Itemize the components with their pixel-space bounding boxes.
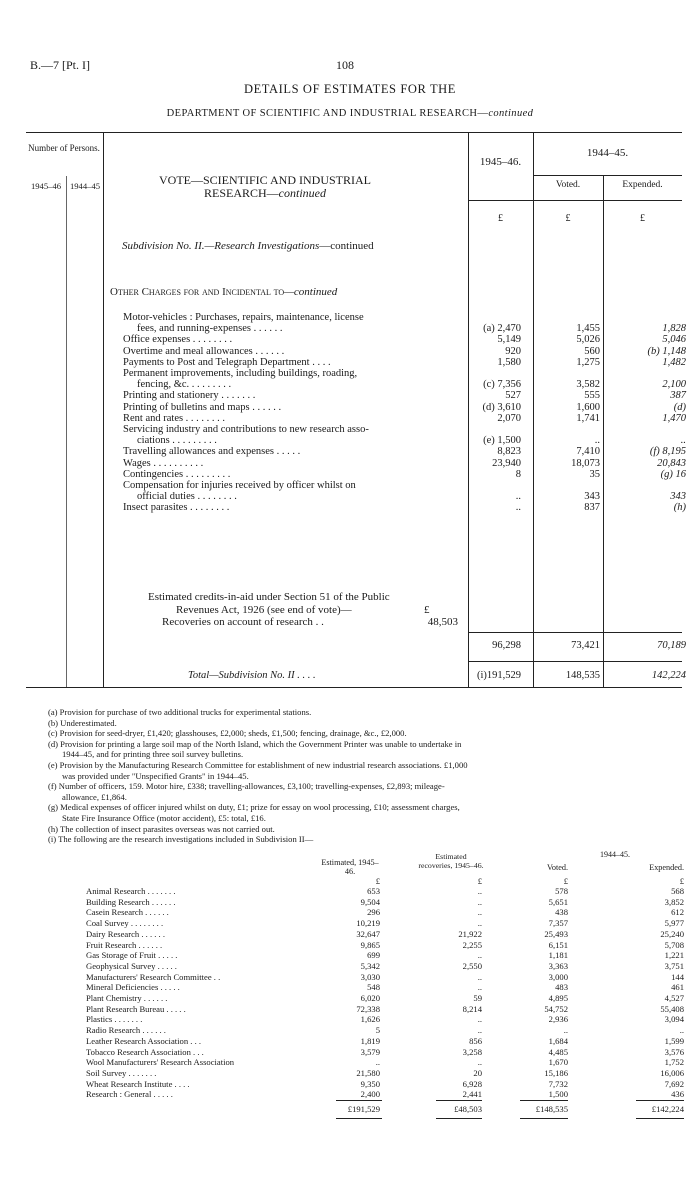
st-total-a: £191,529: [347, 1104, 380, 1114]
col-head-1944: 1944–45.: [586, 147, 629, 159]
footnote: State Fire Insurance Office (motor accident), £5: total, £16.: [62, 813, 266, 823]
item-value-1945: (d) 3,610: [482, 401, 521, 413]
item-row: [0, 480, 700, 491]
item-label: Motor-vehicles : Purchases, repairs, maintenance, license: [123, 312, 364, 323]
expended-value: ..: [679, 1025, 684, 1036]
item-value-voted: 1,275: [576, 356, 600, 368]
item-value-expended: (b) 1,148: [647, 345, 686, 357]
recoveries-value: 59: [473, 993, 482, 1003]
item-value-1945: 8,823: [497, 446, 521, 458]
item-row: [0, 334, 700, 345]
st-rule2-a: [336, 1118, 382, 1119]
estimated-value: 10,219: [356, 918, 380, 929]
research-name: Leather Research Association . . .: [86, 1035, 202, 1046]
item-label: Rent and rates . . . . . . . .: [123, 412, 226, 424]
sub-table-row: [0, 1057, 700, 1068]
voted-value: 5,651: [548, 896, 568, 907]
expended-value: 1,752: [664, 1057, 684, 1068]
item-row: [0, 491, 700, 502]
item-value-1945: 8: [515, 468, 521, 480]
footnote: (e) Provision by the Manufacturing Research Committee for establishment of new industrial research associations. £1,000: [48, 760, 468, 770]
research-name: Geophysical Survey . . . . .: [86, 960, 177, 971]
sub-table-row: [0, 1036, 700, 1047]
st-pound-c: £: [563, 876, 568, 886]
item-value-expended: 5,046: [662, 334, 686, 346]
footnote: (h) The collection of insect parasites overseas was not carried out.: [48, 823, 275, 834]
footnote: (b) Underestimated.: [48, 717, 117, 728]
expended-value: 1,599: [664, 1035, 684, 1046]
voted-value: 1,684: [548, 1035, 568, 1046]
footnote: was provided under "Unspecified Grants" in 1944–45.: [62, 770, 249, 781]
footnote: allowance, £1,864.: [62, 791, 127, 802]
expended-value: 5,977: [664, 918, 684, 929]
expended-value: 4,527: [664, 993, 684, 1003]
item-label: official duties . . . . . . . .: [137, 491, 237, 503]
item-value-expended: ..: [680, 435, 686, 447]
sub-table-row: [0, 961, 700, 972]
page-title: DETAILS OF ESTIMATES FOR THE: [243, 82, 457, 96]
item-label: fees, and running-expenses . . . . . .: [137, 323, 283, 335]
item-row: [0, 502, 700, 513]
credits-amount: 48,503: [427, 616, 458, 628]
research-name: Dairy Research . . . . . .: [86, 928, 165, 939]
estimated-value: 699: [367, 950, 380, 961]
sub-table-row: [0, 886, 700, 897]
research-name: Plant Chemistry . . . . . .: [86, 993, 168, 1003]
item-label: Servicing industry and contributions to new research asso-: [123, 424, 369, 435]
item-label: Payments to Post and Telegraph Department . . . .: [123, 356, 331, 368]
item-row: [0, 469, 700, 480]
footnote: (f) Number of officers, 159. Motor hire, £338; travelling-allowances, £3,100; travelling-expenses, £2,893; mileage-: [48, 781, 445, 792]
item-value-1945: 920: [505, 345, 521, 357]
subdivision-heading-main: Subdivision No. II.—Research Investigations: [122, 240, 320, 252]
item-label: Permanent improvements, including buildings, roading,: [123, 368, 358, 379]
item-value-expended: 1,482: [662, 356, 686, 368]
sub-table-row: [0, 897, 700, 908]
item-value-voted: 837: [584, 502, 600, 514]
item-label: Office expenses . . . . . . . .: [123, 334, 233, 346]
estimated-value: 653: [367, 886, 380, 896]
vote-title-line2-cont: continued: [278, 186, 326, 200]
page-ref: B.—7 [Pt. I]: [30, 58, 90, 72]
st-head-expended: Expended.: [649, 863, 684, 872]
research-name: Wool Manufacturers' Research Association: [86, 1057, 235, 1068]
subtotal-v2: 73,421: [571, 640, 600, 651]
item-value-1945: ..: [515, 491, 521, 503]
research-name: Tobacco Research Association . . .: [86, 1046, 204, 1057]
item-label: Printing of bulletins and maps . . . . . .: [123, 401, 282, 413]
bottom-rule: [26, 687, 682, 688]
st-pound-row: [0, 876, 700, 887]
research-name: Animal Research . . . . . . .: [86, 886, 176, 896]
pound-col1: £: [498, 213, 503, 224]
recoveries-value: 6,928: [462, 1078, 482, 1089]
item-row: [0, 368, 700, 379]
footnote: (c) Provision for seed-dryer, £1,420; glasshouses, £2,000; sheds, £1,500; fencing, drainage, &c., £2,000.: [48, 728, 407, 739]
st-head-estimated: Estimated, 1945–46.: [321, 858, 379, 876]
expended-value: 7,692: [664, 1078, 684, 1089]
item-value-expended: 1,828: [662, 323, 686, 335]
persons-col-b: 1944–45: [69, 181, 101, 191]
item-value-voted: 35: [589, 468, 600, 480]
credits-line1: Estimated credits-in-aid under Section 51 of the Public: [148, 591, 390, 603]
estimated-value: 2,400: [360, 1089, 380, 1100]
estimated-value: 548: [367, 982, 380, 993]
recoveries-value: ..: [477, 907, 482, 918]
footnote: (i) The following are the research investigations included in Subdivision II—: [48, 834, 314, 845]
estimated-value: 32,647: [356, 928, 380, 939]
subdivision-heading-cont: —continued: [319, 240, 374, 252]
sub-table-row: [0, 1025, 700, 1036]
item-row: [0, 402, 700, 413]
item-value-voted: 3,582: [576, 379, 600, 391]
item-value-expended: (d): [673, 401, 686, 413]
voted-value: 3,363: [548, 960, 568, 971]
voted-value: 1,181: [548, 950, 568, 961]
item-value-1945: (e) 1,500: [483, 435, 521, 447]
item-value-voted: 560: [584, 345, 600, 357]
recoveries-value: ..: [477, 896, 482, 907]
voted-value: 1,500: [548, 1089, 568, 1100]
estimated-value: 3,030: [360, 971, 380, 982]
item-row: [0, 312, 700, 323]
item-value-voted: 555: [584, 390, 600, 402]
sub-table-row: [0, 993, 700, 1004]
sub-table-row: [0, 907, 700, 918]
sub-table-row: [0, 972, 700, 983]
voted-value: 7,357: [548, 918, 568, 929]
st-total-c: £148,535: [535, 1104, 568, 1114]
subtotal-rule: [468, 632, 682, 633]
st-rule2-d: [636, 1118, 684, 1119]
subdivision-heading: [122, 240, 374, 252]
year-split-rule: [533, 175, 682, 176]
sub-table-row: [0, 1068, 700, 1079]
expended-value: 25,240: [660, 928, 684, 939]
item-value-1945: (a) 2,470: [483, 323, 521, 335]
expended-value: 436: [671, 1089, 684, 1100]
research-name: Casein Research . . . . . .: [86, 907, 169, 918]
item-value-voted: ..: [594, 435, 600, 447]
sub-table-row: [0, 1047, 700, 1058]
st-head-voted: Voted.: [547, 863, 568, 872]
sub-table-row: [0, 929, 700, 940]
col-head-1945: 1945–46.: [479, 156, 522, 168]
credits-line2-text: Revenues Act, 1926 (see end of vote)—: [176, 603, 352, 616]
item-value-expended: (g) 16: [660, 468, 686, 480]
voted-value: ..: [563, 1025, 568, 1036]
voted-value: 4,485: [548, 1046, 568, 1057]
recoveries-value: ..: [477, 950, 482, 961]
recoveries-value: 20: [473, 1067, 482, 1078]
recoveries-value: ..: [477, 1025, 482, 1036]
item-value-expended: (f) 8,195: [649, 446, 686, 458]
item-value-expended: 343: [670, 491, 686, 503]
estimated-value: 9,350: [360, 1078, 380, 1089]
subtotal-row: [0, 640, 700, 651]
estimated-value: 296: [367, 907, 380, 918]
item-value-expended: (h): [673, 502, 686, 514]
footnote: (g) Medical expenses of officer injured whilst on duty, £1; prize for essay on wool processing, £10; assessment charges,: [48, 802, 460, 813]
sub-table-row: [0, 1004, 700, 1015]
recoveries-value: 2,255: [462, 939, 482, 950]
voted-value: 4,895: [548, 993, 568, 1003]
research-name: Gas Storage of Fruit . . . . .: [86, 950, 178, 961]
item-value-expended: 20,843: [657, 457, 686, 469]
expended-value: 55,408: [660, 1003, 684, 1014]
item-row: [0, 446, 700, 457]
voted-value: 578: [555, 886, 568, 896]
other-charges-text: Other Charges for and Incidental to: [110, 286, 285, 298]
recoveries-value: 3,258: [462, 1046, 482, 1057]
item-value-1945: (c) 7,356: [483, 379, 521, 391]
st-pound-d: £: [679, 876, 684, 886]
page-number: 108: [336, 58, 354, 72]
item-value-expended: 1,470: [662, 412, 686, 424]
estimated-value: 3,579: [360, 1046, 380, 1057]
research-name: Manufacturers' Research Committee . .: [86, 971, 221, 982]
page-subtitle: [0, 108, 700, 119]
total-v2: 148,535: [565, 670, 600, 681]
expended-value: 5,708: [664, 939, 684, 950]
item-value-1945: 2,070: [497, 412, 521, 424]
other-charges-heading: [110, 286, 337, 298]
st-rule-b: [436, 1100, 482, 1101]
research-name: Wheat Research Institute . . . .: [86, 1078, 190, 1089]
item-row: [0, 357, 700, 368]
top-rule: [26, 132, 682, 133]
sub-table-row: [0, 1014, 700, 1025]
recoveries-value: 21,922: [458, 928, 482, 939]
expended-value: 568: [671, 886, 684, 896]
item-value-voted: 5,026: [576, 334, 600, 346]
subtotal-v3: 70,189: [657, 640, 686, 651]
st-total-d: £142,224: [651, 1104, 684, 1114]
subtitle-text: DEPARTMENT OF SCIENTIFIC AND INDUSTRIAL RESEARCH—: [166, 108, 489, 119]
footnote: (a) Provision for purchase of two additional trucks for experimental stations.: [48, 707, 312, 717]
item-value-1945: ..: [515, 502, 521, 514]
voted-value: 438: [555, 907, 568, 918]
voted-value: 7,732: [548, 1078, 568, 1089]
st-rule-d: [636, 1100, 684, 1101]
item-row: [0, 379, 700, 390]
estimated-value: 1,626: [360, 1014, 380, 1025]
st-rule-c: [520, 1100, 568, 1101]
footnote: 1944–45, and for printing three soil survey bulletins.: [62, 749, 244, 760]
vote-title-line2: [145, 187, 385, 200]
col-head-voted: Voted.: [555, 180, 581, 190]
item-value-voted: 1,455: [576, 323, 600, 335]
item-value-1945: 5,149: [497, 334, 521, 346]
recoveries-value: 8,214: [462, 1003, 482, 1014]
subtotal-v1: 96,298: [492, 640, 521, 651]
item-value-expended: 2,100: [662, 379, 686, 391]
estimated-value: 21,580: [356, 1067, 380, 1078]
total-row: [0, 670, 700, 681]
sub-table-row: [0, 1079, 700, 1090]
research-name: Soil Survey . . . . . . .: [86, 1067, 157, 1078]
st-total-row: [0, 1104, 700, 1115]
expended-value: 612: [671, 907, 684, 918]
credits-line3: [148, 616, 468, 629]
item-value-1945: 527: [505, 390, 521, 402]
expended-value: 144: [671, 971, 684, 982]
item-value-voted: 343: [584, 491, 600, 503]
recoveries-value: 856: [469, 1035, 482, 1046]
credits-block: [148, 591, 468, 629]
item-value-expended: 387: [670, 390, 686, 402]
item-label: Compensation for injuries received by officer whilst on: [123, 480, 356, 491]
item-label: Insect parasites . . . . . . . .: [123, 502, 230, 514]
item-label: Wages . . . . . . . . . .: [123, 457, 204, 469]
item-row: [0, 413, 700, 424]
item-label: Travelling allowances and expenses . . . . .: [123, 446, 301, 458]
expended-value: 3,094: [664, 1014, 684, 1025]
voted-value: 25,493: [544, 928, 568, 939]
expended-value: 461: [671, 982, 684, 993]
sub-table-row: [0, 918, 700, 929]
col-head-expended: Expended.: [622, 180, 663, 190]
expended-value: 3,751: [664, 960, 684, 971]
credits-line3-text: Recoveries on account of research . .: [162, 616, 324, 628]
st-head-year: 1944–45.: [600, 850, 630, 859]
recoveries-value: ..: [477, 982, 482, 993]
research-name: Radio Research . . . . . .: [86, 1025, 166, 1036]
item-row: [0, 435, 700, 446]
item-value-1945: 1,580: [497, 356, 521, 368]
item-row: [0, 390, 700, 401]
st-rule-a: [336, 1100, 382, 1101]
sub-table-row: [0, 982, 700, 993]
research-name: Fruit Research . . . . . .: [86, 939, 163, 950]
research-name: Mineral Deficiencies . . . . .: [86, 982, 180, 993]
st-pound-b: £: [477, 876, 482, 886]
estimated-value: 1,819: [360, 1035, 380, 1046]
voted-value: 483: [555, 982, 568, 993]
credits-pound: £: [424, 603, 430, 616]
estimated-value: ..: [375, 1057, 380, 1068]
estimated-value: 9,504: [360, 896, 380, 907]
st-rule2-b: [436, 1118, 482, 1119]
pound-col2: £: [565, 213, 571, 224]
item-label: ciations . . . . . . . . .: [137, 435, 217, 447]
voted-value: 2,936: [548, 1014, 568, 1025]
item-label: Overtime and meal allowances . . . . . .: [123, 345, 285, 357]
sub-table-row: [0, 950, 700, 961]
research-name: Research : General . . . . .: [86, 1089, 173, 1100]
estimated-value: 5,342: [360, 960, 380, 971]
recoveries-value: 2,441: [462, 1089, 482, 1100]
recoveries-value: ..: [477, 1014, 482, 1025]
recoveries-value: ..: [477, 918, 482, 929]
sub-table-row: [0, 1089, 700, 1100]
research-name: Plastics . . . . . . .: [86, 1014, 143, 1025]
item-label: fencing, &c. . . . . . . . .: [137, 379, 232, 391]
st-rule2-c: [520, 1118, 568, 1119]
voted-value: 1,670: [548, 1057, 568, 1068]
credits-line2: [148, 604, 468, 617]
expended-value: 1,221: [664, 950, 684, 961]
total-rule: [468, 661, 682, 662]
estimated-value: 6,020: [360, 993, 380, 1003]
item-row: [0, 323, 700, 334]
st-head-recoveries: Estimated recoveries, 1945–46.: [418, 852, 484, 870]
voted-value: 54,752: [544, 1003, 568, 1014]
subtitle-cont: continued: [488, 108, 534, 119]
estimated-value: 9,865: [360, 939, 380, 950]
item-value-voted: 18,073: [571, 457, 600, 469]
number-of-persons: Number of Persons.: [28, 143, 100, 153]
expended-value: 3,852: [664, 896, 684, 907]
research-name: Plant Research Bureau . . . . .: [86, 1003, 186, 1014]
voted-value: 6,151: [548, 939, 568, 950]
item-row: [0, 346, 700, 357]
voted-value: 15,186: [544, 1067, 568, 1078]
other-charges-cont: —continued: [284, 286, 338, 298]
expended-value: 16,006: [660, 1067, 684, 1078]
recoveries-value: ..: [477, 1057, 482, 1068]
st-pound-a: £: [375, 876, 380, 886]
persons-col-a: 1945–46: [30, 181, 62, 191]
estimated-value: 72,338: [356, 1003, 380, 1014]
item-value-voted: 1,741: [576, 412, 600, 424]
expended-value: 3,576: [664, 1046, 684, 1057]
item-label: Printing and stationery . . . . . . .: [123, 390, 256, 402]
header-bottom-rule: [468, 200, 682, 201]
vote-title-line2-text: RESEARCH—: [203, 186, 279, 200]
voted-value: 3,000: [548, 971, 568, 982]
estimated-value: 5: [375, 1025, 380, 1036]
total-v1: (i)191,529: [476, 670, 521, 681]
item-value-voted: 7,410: [576, 446, 600, 458]
item-label: Contingencies . . . . . . . . .: [123, 468, 231, 480]
recoveries-value: 2,550: [462, 960, 482, 971]
footnote: (d) Provision for printing a large soil map of the North Island, which the Government Printer was unable to undertake in: [48, 738, 462, 749]
sub-table-row: [0, 940, 700, 951]
recoveries-value: ..: [477, 886, 482, 896]
vote-title-line1: VOTE—SCIENTIFIC AND INDUSTRIAL: [159, 173, 371, 187]
recoveries-value: ..: [477, 971, 482, 982]
research-name: Building Research . . . . . .: [86, 896, 176, 907]
total-label: Total—Subdivision No. II . . . .: [188, 670, 316, 681]
vote-title: [145, 174, 385, 200]
research-name: Coal Survey . . . . . . . .: [86, 918, 164, 929]
pound-col3: £: [640, 213, 645, 224]
item-value-voted: 1,600: [576, 401, 600, 413]
total-v3: 142,224: [651, 670, 686, 681]
st-total-b: £48,503: [454, 1104, 482, 1114]
item-value-1945: 23,940: [492, 457, 521, 469]
item-row: [0, 458, 700, 469]
item-row: [0, 424, 700, 435]
